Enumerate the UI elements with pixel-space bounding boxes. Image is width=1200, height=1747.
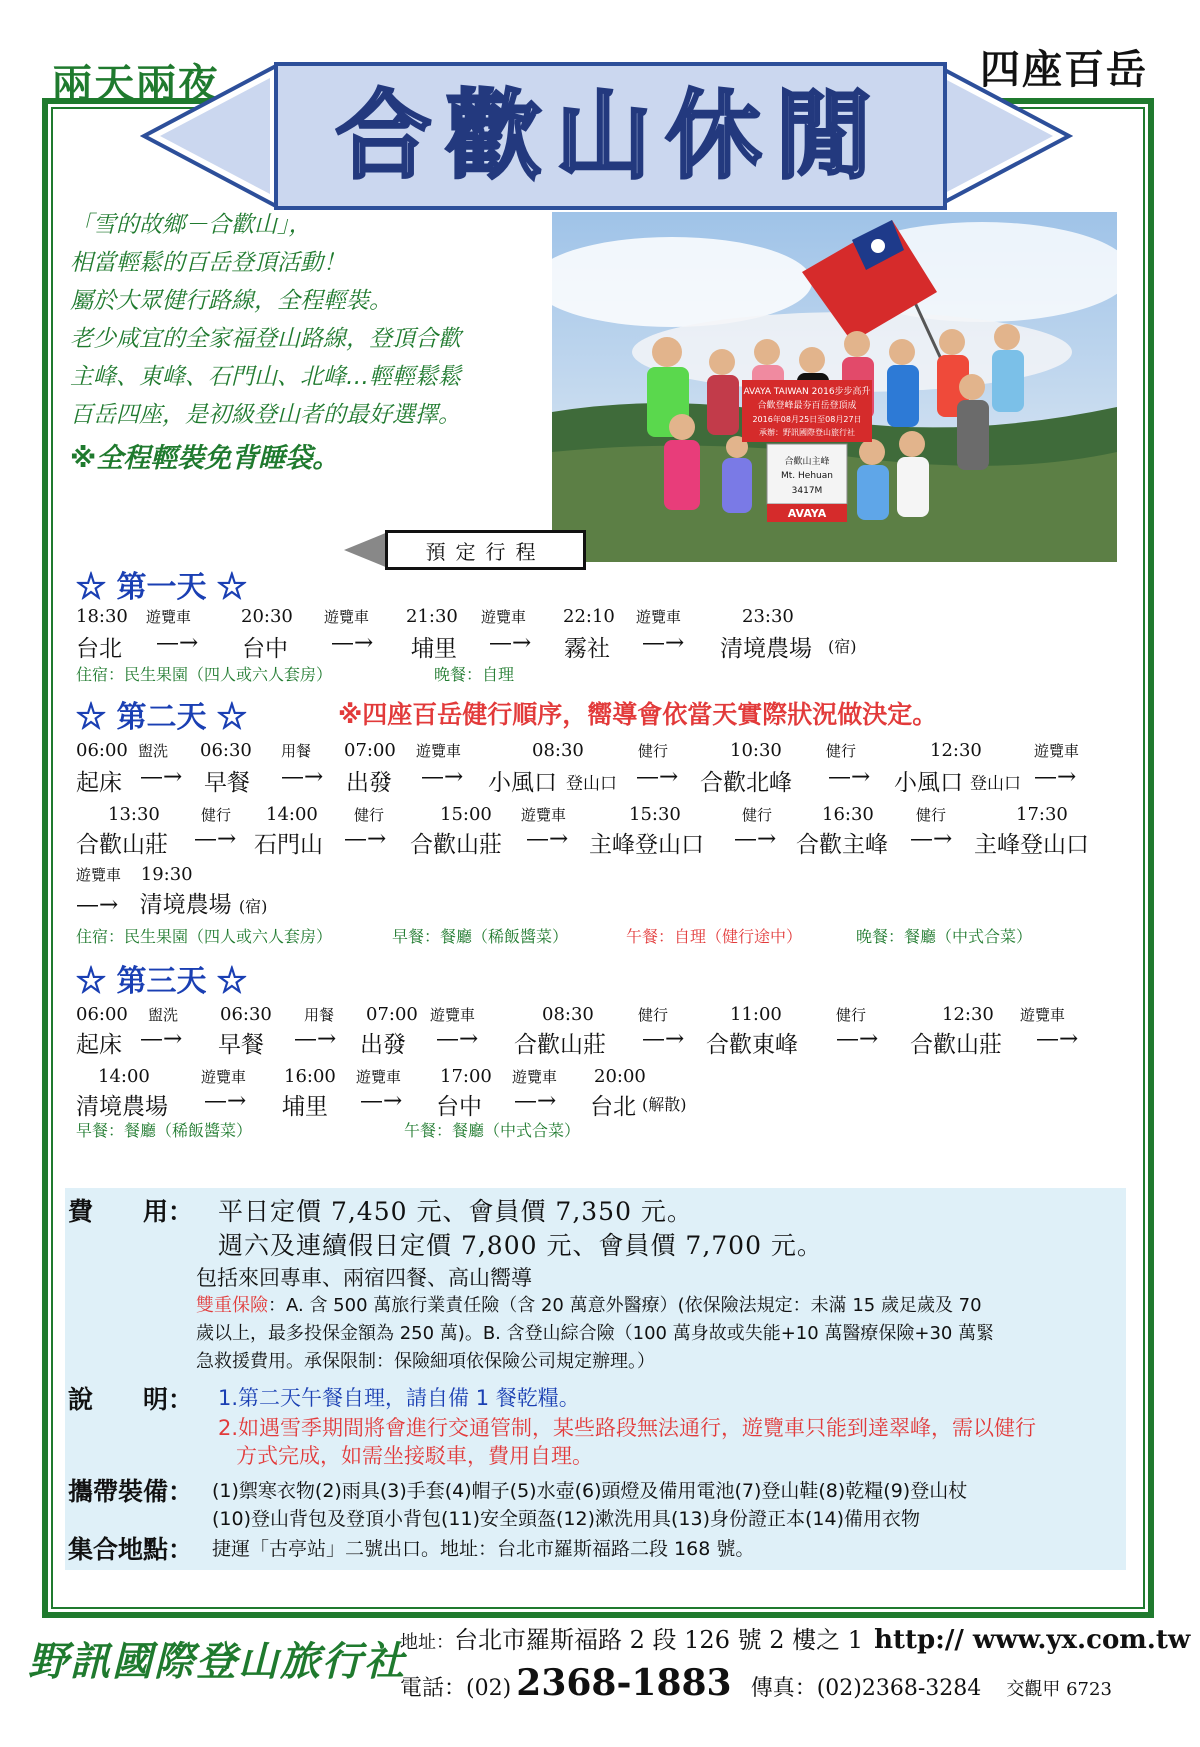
day1-place: 埔里 [411,636,457,662]
day1-place: 清境農場 [720,636,812,662]
peaks-tag: 四座百岳 [980,46,1148,93]
group-photo [552,212,1117,562]
fax-number: 傳真：(02)2368-3284 [750,1676,982,1701]
gear-label: 攜帶裝備： [68,1477,194,1506]
fee-weekend: 週六及連續假日定價 7,800 元、會員價 7,700 元。 [218,1231,823,1260]
day2-lodging: 住宿：民生果園（四人或六人套房） [76,927,333,946]
gear-1: (1)禦寒衣物(2)雨具(3)手套(4)帽子(5)水壺(6)頭燈及備用電池(7)登山鞋(8)乾糧(9)登山杖 [212,1480,968,1502]
itinerary-label: 預定行程 [385,530,586,570]
day1-transport: 遊覽車 [636,608,682,626]
day1-time: 18:30 [76,606,128,627]
day2-breakfast: 早餐：餐廳（稀飯醬菜） [392,927,569,946]
day1-lodging: 住宿：民生果園（四人或六人套房） [76,665,333,684]
company-name: 野訊國際登山旅行社 [28,1638,406,1685]
footer-contact: 電話：(02) 2368-1883 傳真：(02)2368-3284 交觀甲 6723 [400,1662,1112,1704]
note-1: 1.第二天午餐自理，請自備 1 餐乾糧。 [218,1386,580,1410]
day1-dinner: 晚餐：自理 [434,665,515,684]
arrow: —→ [156,630,199,656]
day1-time: 22:10 [563,606,615,627]
banner-left-arrow [140,62,280,210]
day3-lunch: 午餐：餐廳（中式合菜） [404,1121,581,1140]
day3-breakfast: 早餐：餐廳（稀飯醬菜） [76,1121,253,1140]
event-banner [742,380,872,442]
fee-includes: 包括來回專車、兩宿四餐、高山嚮導 [196,1266,532,1290]
avaya-logo: AVAYA [787,507,827,520]
license-number: 交觀甲 6723 [1006,1679,1112,1700]
day1-transport: 遊覽車 [481,608,527,626]
day1-time: 21:30 [406,606,458,627]
day1-place: 台北 [76,636,122,662]
intro-line: 老少咸宜的全家福登山路線，登頂合歡 [70,326,461,352]
fee-weekday: 平日定價 7,450 元、會員價 7,350 元。 [218,1197,693,1226]
day2-dinner: 晚餐：餐廳（中式合菜） [856,927,1033,946]
day2-title: ☆ 第二天 ☆ [76,700,247,735]
intro-line: 主峰、東峰、石門山、北峰…輕輕鬆鬆 [70,364,461,390]
day1-place: 霧社 [564,636,610,662]
banner-right-arrow [933,62,1073,210]
summit-sign [767,444,847,522]
intro-highlight: ※全程輕裝免背睡袋。 [70,443,340,474]
insurance: 雙重保險：A. 含 500 萬旅行業責任險（含 20 萬意外醫療）(依保險法規定：未滿 15 歲足歲及 70 歲以上，最多投保金額為 250 萬)。B. 含登山綜合險（100 萬身故或失能+10 萬醫療保險+30 萬緊 急救援費用。承保限制：保險細項依保險公司規定辦理。） [196,1295,995,1372]
note-2a: 2.如遇雪季期間將會進行交通管制，某些路段無法通行，遊覽車只能到達翠峰，需以健行 [218,1416,1037,1440]
day1-title: ☆ 第一天 ☆ [76,570,247,605]
day3-title: ☆ 第三天 ☆ [76,964,247,999]
intro-text [70,206,530,478]
fee-label: 費 用： [68,1197,194,1226]
summit-sign-en: Mt. Hehuan [781,471,833,481]
itinerary-tab-arrow [342,530,390,570]
duration-tag: 兩天兩夜 [52,60,220,107]
day1-transport: 遊覽車 [146,608,192,626]
day1-time: 20:30 [241,606,293,627]
gear-2: (10)登山背包及登頂小背包(11)安全頭盔(12)漱洗用具(13)身份證正本(14)備用衣物 [212,1508,921,1530]
summit-sign-elevation: 3417M [791,486,823,496]
arrow: —→ [489,630,532,656]
event-banner-line: 2016年08月25日至08月27日 [752,415,862,424]
footer-address: 地址：台北市羅斯福路 2 段 126 號 2 樓之 1 http:// www.yx.com.tw [400,1625,1191,1655]
arrow: —→ [331,630,374,656]
event-banner-line: 合歡登峰最夯百岳登頂成 [757,401,857,411]
event-banner-line: 承辦：野訊國際登山旅行社 [759,428,855,437]
day2-row3-times: 遊覽車 19:30 [76,864,193,885]
day1-transport: 遊覽車 [324,608,370,626]
meeting-point: 捷運「古亭站」二號出口。地址：台北市羅斯福路二段 168 號。 [212,1538,755,1560]
arrow: —→ [642,630,685,656]
title-banner [274,62,947,210]
day2-note: ※四座百岳健行順序，嚮導會依當天實際狀況做決定。 [338,700,938,729]
day1-time: 23:30 [742,606,794,627]
meeting-label: 集合地點： [68,1535,194,1564]
day1-suffix: (宿) [828,637,857,656]
day2-lunch: 午餐：自理（健行途中） [626,927,803,946]
intro-line: 百岳四座，是初級登山者的最好選擇。 [70,402,461,428]
day2-row3-places: —→ 清境農場 (宿) [76,892,268,918]
note-2b: 方式完成，如需坐接駁車，費用自理。 [236,1444,593,1468]
summit-sign-title: 合歡山主峰 [784,457,830,467]
event-banner-line: AVAYA TAIWAN 2016步步高升 [743,387,871,397]
intro-line: 相當輕鬆的百岳登頂活動！ [70,250,346,276]
page-title: 合歡山休閒 [335,79,886,192]
day1-place: 台中 [242,636,288,662]
phone-number: 2368-1883 [516,1662,732,1704]
website-link[interactable]: http:// www.yx.com.tw [874,1625,1191,1655]
insurance-label: 雙重保險 [196,1295,268,1316]
intro-line: 屬於大眾健行路線，全程輕裝。 [70,288,392,314]
intro-line: 「雪的故鄉－合歡山」， [70,212,312,238]
note-label: 說 明： [68,1385,194,1414]
